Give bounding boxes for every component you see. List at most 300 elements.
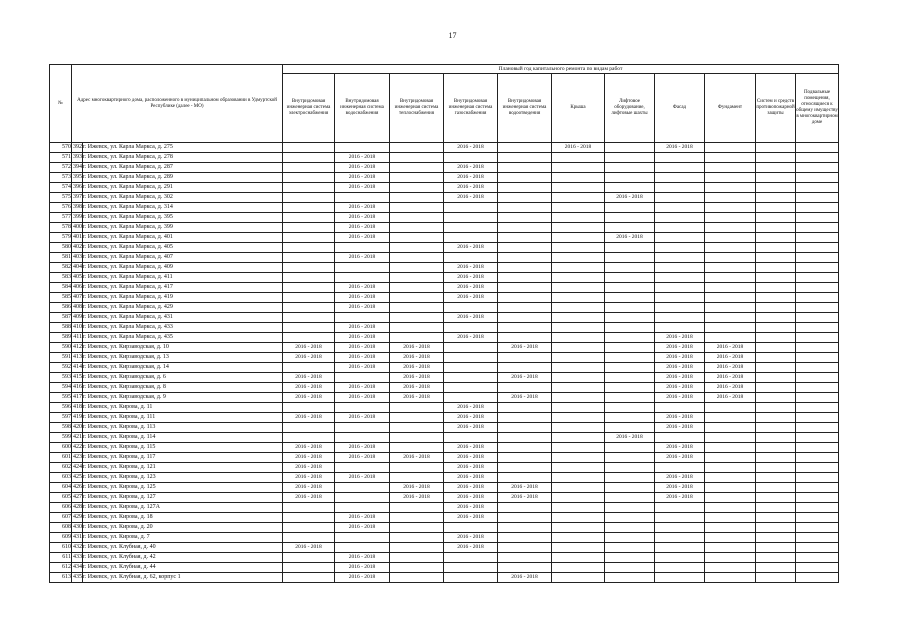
table-row: [50, 153, 839, 163]
year-cell: [756, 253, 796, 263]
year-cell: [444, 433, 498, 443]
year-cell: [552, 323, 605, 333]
header-column: Внутридомовая инженерная система теплоснабжения: [390, 74, 444, 143]
year-cell: [796, 293, 839, 303]
year-cell: [498, 163, 552, 173]
year-cell: 2016 - 2018: [444, 533, 498, 543]
year-cell: [552, 193, 605, 203]
year-cell: [552, 523, 605, 533]
year-cell: [605, 403, 655, 413]
year-cell: [655, 263, 705, 273]
year-cell: 2016 - 2018: [444, 453, 498, 463]
year-cell: [705, 433, 756, 443]
table-row: [50, 373, 839, 383]
year-cell: [390, 313, 444, 323]
year-cell: [756, 223, 796, 233]
year-cell: 2016 - 2018: [444, 173, 498, 183]
mo-number: 432: [72, 543, 83, 553]
year-cell: [705, 233, 756, 243]
year-cell: 2016 - 2018: [655, 483, 705, 493]
year-cell: 2016 - 2018: [390, 393, 444, 403]
year-cell: [605, 173, 655, 183]
table-row: [50, 563, 839, 573]
year-cell: 2016 - 2018: [655, 453, 705, 463]
year-cell: 2016 - 2018: [335, 573, 390, 583]
year-cell: [756, 463, 796, 473]
year-cell: [390, 203, 444, 213]
mo-number: 430: [72, 523, 83, 533]
year-cell: 2016 - 2018: [444, 423, 498, 433]
year-cell: 2016 - 2018: [335, 393, 390, 403]
table-row: [50, 253, 839, 263]
year-cell: [335, 543, 390, 553]
year-cell: [705, 303, 756, 313]
year-cell: [705, 493, 756, 503]
year-cell: 2016 - 2018: [705, 353, 756, 363]
year-cell: [796, 303, 839, 313]
row-number: 574: [50, 183, 72, 193]
year-cell: [335, 503, 390, 513]
year-cell: [390, 303, 444, 313]
mo-number: 428: [72, 503, 83, 513]
year-cell: [390, 253, 444, 263]
table-row: [50, 233, 839, 243]
year-cell: [390, 243, 444, 253]
year-cell: 2016 - 2018: [390, 453, 444, 463]
mo-number: 394: [72, 163, 83, 173]
year-cell: [756, 303, 796, 313]
year-cell: [796, 143, 839, 153]
table-row: [50, 493, 839, 503]
year-cell: 2016 - 2018: [283, 473, 335, 483]
year-cell: [796, 523, 839, 533]
year-cell: 2016 - 2018: [390, 343, 444, 353]
year-cell: [756, 553, 796, 563]
year-cell: [605, 273, 655, 283]
year-cell: [390, 173, 444, 183]
year-cell: 2016 - 2018: [655, 493, 705, 503]
year-cell: [552, 213, 605, 223]
mo-number: 397: [72, 193, 83, 203]
year-cell: [498, 403, 552, 413]
year-cell: [796, 153, 839, 163]
year-cell: [705, 173, 756, 183]
year-cell: [444, 303, 498, 313]
year-cell: [390, 233, 444, 243]
year-cell: [705, 403, 756, 413]
mo-number: 409: [72, 313, 83, 323]
address-cell: г. Ижевск, ул. Клубная, д. 40: [83, 543, 283, 553]
year-cell: [335, 463, 390, 473]
table-row: [50, 513, 839, 523]
table-row: [50, 333, 839, 343]
year-cell: 2016 - 2018: [498, 483, 552, 493]
year-cell: 2016 - 2018: [283, 353, 335, 363]
year-cell: [756, 453, 796, 463]
year-cell: [390, 553, 444, 563]
year-cell: [335, 433, 390, 443]
year-cell: [705, 213, 756, 223]
year-cell: [498, 363, 552, 373]
year-cell: [552, 443, 605, 453]
mo-number: 395: [72, 173, 83, 183]
row-number: 613: [50, 573, 72, 583]
year-cell: 2016 - 2018: [444, 143, 498, 153]
year-cell: [756, 473, 796, 483]
mo-number: 435: [72, 573, 83, 583]
year-cell: 2016 - 2018: [498, 493, 552, 503]
header-column: Внутридомовая инженерная система электроснабжения: [283, 74, 335, 143]
address-cell: г. Ижевск, ул. Карла Маркса, д. 417: [83, 283, 283, 293]
year-cell: 2016 - 2018: [498, 343, 552, 353]
year-cell: [390, 473, 444, 483]
year-cell: [796, 333, 839, 343]
year-cell: [283, 283, 335, 293]
year-cell: [283, 253, 335, 263]
year-cell: [498, 383, 552, 393]
row-number: 608: [50, 523, 72, 533]
header-column: Внутридомовая инженерная система водоотведения: [498, 74, 552, 143]
address-cell: г. Ижевск, ул. Кирова, д. 117: [83, 453, 283, 463]
row-number: 589: [50, 333, 72, 343]
address-cell: г. Ижевск, ул. Карла Маркса, д. 407: [83, 253, 283, 263]
year-cell: [605, 333, 655, 343]
year-cell: [796, 363, 839, 373]
year-cell: [390, 143, 444, 153]
address-cell: г. Ижевск, ул. Карла Маркса, д. 314: [83, 203, 283, 213]
year-cell: [552, 333, 605, 343]
year-cell: [796, 553, 839, 563]
year-cell: [796, 243, 839, 253]
year-cell: [283, 203, 335, 213]
year-cell: [756, 283, 796, 293]
mo-number: 415: [72, 373, 83, 383]
row-number: 595: [50, 393, 72, 403]
row-number: 573: [50, 173, 72, 183]
year-cell: [796, 313, 839, 323]
year-cell: [283, 303, 335, 313]
year-cell: [796, 223, 839, 233]
year-cell: [655, 163, 705, 173]
year-cell: 2016 - 2018: [283, 383, 335, 393]
year-cell: [552, 153, 605, 163]
address-cell: г. Ижевск, ул. Кирова, д. 114: [83, 433, 283, 443]
year-cell: [605, 203, 655, 213]
year-cell: [335, 403, 390, 413]
year-cell: [605, 393, 655, 403]
year-cell: [552, 463, 605, 473]
mo-number: 425: [72, 473, 83, 483]
year-cell: [390, 333, 444, 343]
row-number: 612: [50, 563, 72, 573]
table-row: [50, 413, 839, 423]
row-number: 603: [50, 473, 72, 483]
page-number: 17: [448, 31, 457, 40]
year-cell: [498, 193, 552, 203]
mo-number: 418: [72, 403, 83, 413]
year-cell: 2016 - 2018: [335, 303, 390, 313]
year-cell: [705, 413, 756, 423]
year-cell: [756, 173, 796, 183]
year-cell: [655, 433, 705, 443]
row-number: 582: [50, 263, 72, 273]
year-cell: [444, 223, 498, 233]
year-cell: [390, 193, 444, 203]
year-cell: [605, 423, 655, 433]
year-cell: 2016 - 2018: [444, 503, 498, 513]
year-cell: [552, 343, 605, 353]
header-column: Внутридомовая инженерная система водоснабжения: [335, 74, 390, 143]
row-number: 601: [50, 453, 72, 463]
mo-number: 434: [72, 563, 83, 573]
year-cell: [756, 273, 796, 283]
year-cell: [552, 233, 605, 243]
year-cell: [655, 563, 705, 573]
year-cell: [390, 443, 444, 453]
year-cell: [655, 513, 705, 523]
year-cell: [552, 363, 605, 373]
year-cell: [552, 473, 605, 483]
year-cell: [283, 423, 335, 433]
mo-number: 424: [72, 463, 83, 473]
year-cell: [444, 253, 498, 263]
table-row: [50, 173, 839, 183]
year-cell: 2016 - 2018: [655, 143, 705, 153]
mo-number: 396: [72, 183, 83, 193]
year-cell: [552, 203, 605, 213]
year-cell: 2016 - 2018: [335, 173, 390, 183]
year-cell: 2016 - 2018: [605, 433, 655, 443]
year-cell: [335, 143, 390, 153]
address-cell: г. Ижевск, ул. Карла Маркса, д. 431: [83, 313, 283, 323]
year-cell: 2016 - 2018: [283, 373, 335, 383]
row-number: 585: [50, 293, 72, 303]
year-cell: 2016 - 2018: [444, 273, 498, 283]
year-cell: [756, 163, 796, 173]
year-cell: [283, 553, 335, 563]
year-cell: [605, 263, 655, 273]
year-cell: [605, 463, 655, 473]
year-cell: [756, 493, 796, 503]
mo-number: 411: [72, 333, 83, 343]
year-cell: 2016 - 2018: [444, 163, 498, 173]
year-cell: [705, 523, 756, 533]
year-cell: [605, 483, 655, 493]
table-row: [50, 533, 839, 543]
table-row: [50, 263, 839, 273]
year-cell: [796, 353, 839, 363]
year-cell: [705, 163, 756, 173]
year-cell: [444, 553, 498, 563]
table-row: [50, 363, 839, 373]
year-cell: [756, 373, 796, 383]
header-column: Подвальные помещения, относящиеся к общему имуществу в многоквартирном доме: [796, 74, 839, 143]
year-cell: [283, 223, 335, 233]
year-cell: 2016 - 2018: [335, 283, 390, 293]
year-cell: [605, 363, 655, 373]
year-cell: [498, 223, 552, 233]
year-cell: 2016 - 2018: [498, 573, 552, 583]
year-cell: 2016 - 2018: [444, 193, 498, 203]
year-cell: [705, 563, 756, 573]
year-cell: [552, 573, 605, 583]
year-cell: [283, 433, 335, 443]
row-number: 600: [50, 443, 72, 453]
table-row: [50, 523, 839, 533]
mo-number: 399: [72, 213, 83, 223]
row-number: 581: [50, 253, 72, 263]
year-cell: [605, 373, 655, 383]
year-cell: [756, 203, 796, 213]
table-row: [50, 393, 839, 403]
mo-number: 426: [72, 483, 83, 493]
year-cell: [498, 433, 552, 443]
year-cell: [655, 183, 705, 193]
year-cell: [390, 163, 444, 173]
year-cell: [705, 453, 756, 463]
row-number: 577: [50, 213, 72, 223]
year-cell: [390, 533, 444, 543]
year-cell: [705, 253, 756, 263]
year-cell: [498, 173, 552, 183]
year-cell: [498, 263, 552, 273]
year-cell: [655, 533, 705, 543]
year-cell: [796, 203, 839, 213]
year-cell: [605, 143, 655, 153]
year-cell: [705, 543, 756, 553]
year-cell: [335, 533, 390, 543]
year-cell: [552, 293, 605, 303]
year-cell: [498, 253, 552, 263]
year-cell: [605, 453, 655, 463]
year-cell: [552, 283, 605, 293]
year-cell: [605, 313, 655, 323]
year-cell: 2016 - 2018: [283, 393, 335, 403]
address-cell: г. Ижевск, ул. Карла Маркса, д. 291: [83, 183, 283, 193]
year-cell: 2016 - 2018: [655, 443, 705, 453]
mo-number: 413: [72, 353, 83, 363]
year-cell: [655, 193, 705, 203]
year-cell: [283, 573, 335, 583]
table-row: [50, 383, 839, 393]
address-cell: г. Ижевск, ул. Кирова, д. 123: [83, 473, 283, 483]
address-cell: г. Ижевск, ул. Карла Маркса, д. 287: [83, 163, 283, 173]
row-number: 590: [50, 343, 72, 353]
year-cell: [756, 213, 796, 223]
year-cell: [552, 273, 605, 283]
year-cell: [705, 423, 756, 433]
year-cell: [605, 563, 655, 573]
year-cell: [552, 253, 605, 263]
year-cell: [796, 483, 839, 493]
year-cell: [756, 313, 796, 323]
mo-number: 429: [72, 513, 83, 523]
year-cell: [552, 403, 605, 413]
year-cell: [335, 423, 390, 433]
year-cell: [390, 433, 444, 443]
year-cell: [390, 413, 444, 423]
row-number: 594: [50, 383, 72, 393]
header-column: Внутридомовая инженерная система газоснабжения: [444, 74, 498, 143]
year-cell: [756, 333, 796, 343]
year-cell: [552, 223, 605, 233]
year-cell: [705, 263, 756, 273]
year-cell: [283, 503, 335, 513]
year-cell: [605, 543, 655, 553]
year-cell: [390, 523, 444, 533]
year-cell: [796, 343, 839, 353]
year-cell: [444, 353, 498, 363]
year-cell: [552, 423, 605, 433]
year-cell: [605, 303, 655, 313]
year-cell: 2016 - 2018: [335, 473, 390, 483]
mo-number: 419: [72, 413, 83, 423]
year-cell: [283, 313, 335, 323]
year-cell: [796, 573, 839, 583]
year-cell: [335, 263, 390, 273]
row-number: 584: [50, 283, 72, 293]
year-cell: [796, 413, 839, 423]
year-cell: [444, 383, 498, 393]
row-number: 580: [50, 243, 72, 253]
year-cell: 2016 - 2018: [335, 323, 390, 333]
year-cell: [756, 263, 796, 273]
mo-number: 412: [72, 343, 83, 353]
year-cell: [605, 513, 655, 523]
year-cell: [796, 543, 839, 553]
header-column: Фундамент: [705, 74, 756, 143]
year-cell: 2016 - 2018: [283, 543, 335, 553]
year-cell: [605, 223, 655, 233]
year-cell: [756, 183, 796, 193]
year-cell: [444, 523, 498, 533]
row-number: 611: [50, 553, 72, 563]
table-row: [50, 573, 839, 583]
year-cell: [283, 263, 335, 273]
year-cell: 2016 - 2018: [335, 253, 390, 263]
year-cell: [498, 273, 552, 283]
year-cell: 2016 - 2018: [705, 363, 756, 373]
year-cell: [756, 153, 796, 163]
year-cell: [756, 393, 796, 403]
table-row: [50, 403, 839, 413]
year-cell: [756, 403, 796, 413]
year-cell: 2016 - 2018: [335, 453, 390, 463]
year-cell: [498, 303, 552, 313]
year-cell: [796, 513, 839, 523]
year-cell: 2016 - 2018: [605, 193, 655, 203]
row-number: 609: [50, 533, 72, 543]
year-cell: [796, 173, 839, 183]
table-row: [50, 553, 839, 563]
year-cell: [335, 313, 390, 323]
year-cell: 2016 - 2018: [335, 363, 390, 373]
year-cell: [796, 373, 839, 383]
year-cell: [705, 193, 756, 203]
year-cell: [796, 423, 839, 433]
table-row: [50, 423, 839, 433]
year-cell: 2016 - 2018: [444, 403, 498, 413]
year-cell: 2016 - 2018: [444, 333, 498, 343]
year-cell: [552, 243, 605, 253]
year-cell: [390, 543, 444, 553]
year-cell: [796, 383, 839, 393]
year-cell: 2016 - 2018: [655, 363, 705, 373]
address-cell: г. Ижевск, ул. Кирова, д. 20: [83, 523, 283, 533]
year-cell: [335, 193, 390, 203]
year-cell: 2016 - 2018: [335, 203, 390, 213]
year-cell: 2016 - 2018: [444, 283, 498, 293]
